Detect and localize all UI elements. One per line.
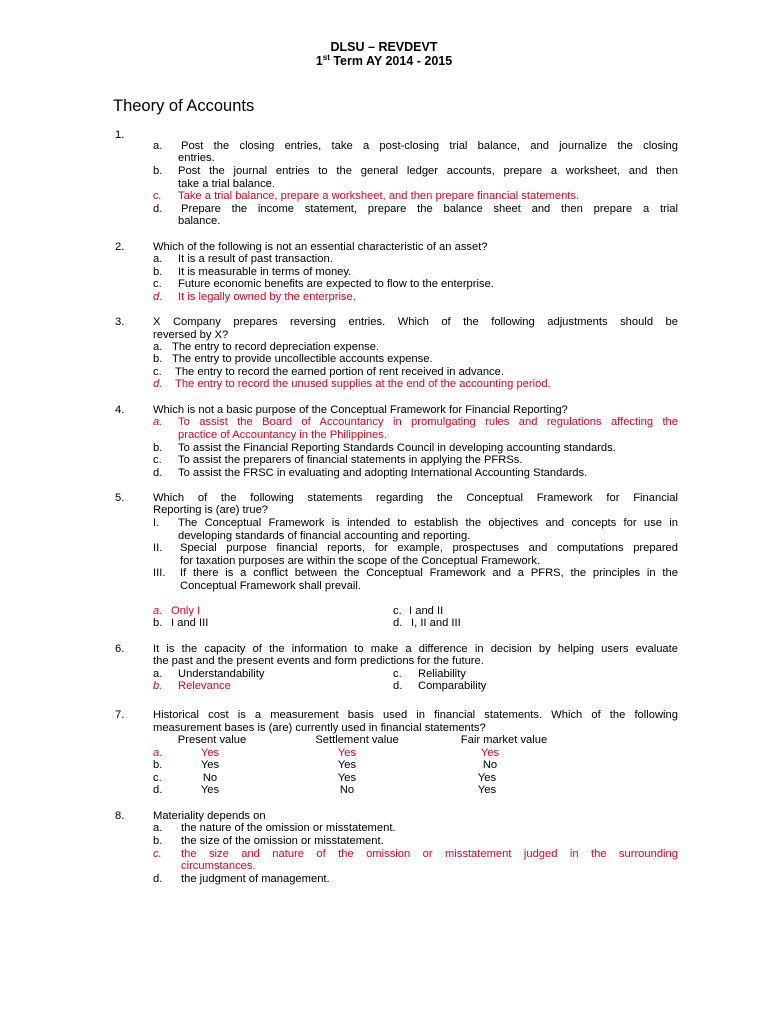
question-number: 5. xyxy=(115,492,125,504)
table-header: Settlement value xyxy=(315,734,399,746)
question-stem-line-1: Which of the following statements regarding the Conceptual Framework for Financial xyxy=(153,492,678,504)
question-stem-line-2: measurement bases is (are) currently used in financial statements? xyxy=(153,722,486,734)
question-stem: Materiality depends on xyxy=(153,810,266,822)
question-stem-line-2: reversed by X? xyxy=(153,329,229,341)
question-stem-line-2: the past and the present events and form predictions for the future. xyxy=(153,655,484,667)
question-number: 4. xyxy=(115,404,125,416)
question-stem-line-1: It is the capacity of the information to make a difference in decision by helping users evaluate xyxy=(153,643,678,655)
question-number: 2. xyxy=(115,241,125,253)
document-page: DLSU – REVDEVT 1st Term AY 2014 - 2015 Theory of Accounts 1. a. Post the closing entries, take a post-closing trial balance, and journalize the closing entries. b. Post the journal entries to the general ledger accounts, prepare a worksheet, and then take a trial balance. c. Take a trial balance, prepare a worksheet, and then prepare financial statements. d. Prepare the income statement, prepare the balance sheet and then prepare a trial balance. 2. Which of the following is not an essential characteristic of an asset? a. It is a result of past transaction. b. It is measurable in terms of money. c. Future economic benefits are expected to flow to the enterprise. d. It is legally owned by the enterprise. 3. X Company prepares reversing entries. Which of the following adjustments should be reversed by X? a. The entry to record depreciation expense. b. The entry to provide uncollectible accounts expense. c. The entry to record the earned portion of rent received in advance. d. The entry to record the unused supplies at the end of the accounting period. 4. Which is not a basic purpose of the Conceptual Framework for Financial Reporting? a. To assist the Board of Accountancy in promulgating rules and regulations affecting the practice of Accountancy in the Philippines. b. To assist the Financial Reporting Standards Council in developing accounting standards. c. To assist the preparers of financial statements in applying the PFRSs. d. To assist the FRSC in evaluating and adopting International Accounting Standards. 5. Which of the following statements regarding the Conceptual Framework for Financial Reporting is (are) true? I. The Conceptual Framework is intended to establish the objectives and concepts for use in developing standards of financial accounting and reporting. II. Special purpose financial reports, for example, prospectuses and computations prepared for taxation purposes are within the scope of the Conceptual Framework. III. If there is a conflict between the Conceptual Framework and a PFRS, the principles in the Conceptual Framework shall prevail. a. Only I c. I and II b. I and III d. I, II and III 6. It is the capacity of the information to make a difference in decision by helping users evaluate the past and the present events and form predictions for the future. a. Understandability c. Reliability b. Relevance d. Comparability 7. Historical cost is a measurement basis used in financial statements. Which of the following measurement bases is (are) currently used in financial statements? Present value Settlement value Fair market value a. Yes Yes Yes b. Yes Yes No c. No Yes Yes d. Yes No Yes 8. Materiality depends on a. the nature of the omission or misstatement. b. the size of the omission or misstatement. c. the size and nature of the omission or misstatement judged in the surrounding circumstances. d. the judgment of management. xyxy=(0,0,768,1024)
table-header: Fair market value xyxy=(460,734,548,746)
question-stem: Which of the following is not an essential characteristic of an asset? xyxy=(153,241,488,253)
question-stem-line-1: X Company prepares reversing entries. Which of the following adjustments should be xyxy=(153,316,678,328)
question-stem-line-1: Historical cost is a measurement basis used in financial statements. Which of the following xyxy=(153,709,678,721)
question-stem-line-2: Reporting is (are) true? xyxy=(153,504,269,516)
question-number: 8. xyxy=(115,810,125,822)
question-number: 3. xyxy=(115,316,125,328)
question-number: 7. xyxy=(115,709,125,721)
table-header: Present value xyxy=(177,734,247,746)
question-stem: Which is not a basic purpose of the Conceptual Framework for Financial Reporting? xyxy=(153,404,568,416)
header-line-2: 1st Term AY 2014 - 2015 xyxy=(315,52,453,68)
question-number: 6. xyxy=(115,643,125,655)
question-number: 1. xyxy=(115,129,125,141)
section-title: Theory of Accounts xyxy=(113,97,255,115)
header-line-1: DLSU – REVDEVT xyxy=(330,40,438,54)
